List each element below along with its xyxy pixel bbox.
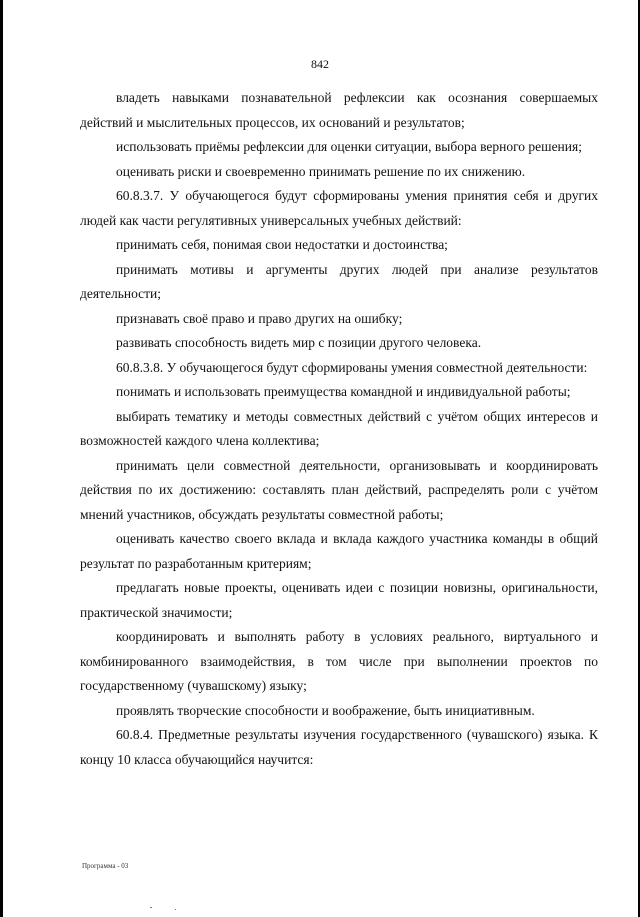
page-number: 842 [311,57,329,71]
paragraph: оценивать риски и своевременно принимать решение по их снижению. [116,163,526,179]
paragraph: 60.8.3.7. У обучающегося будут сформированы умения принятия себя и других людей как части регулятивных универсальных учебных действий: [80,188,598,228]
paragraph: 60.8.3.8. У обучающегося будут сформированы умения совместной деятельности: [116,359,588,375]
paragraph: развивать способность видеть мир с позиции другого человека. [116,335,482,350]
document-body [80,86,598,772]
paragraph: 60.8.4. Предметные результаты изучения государственного (чувашского) языка. К концу 10 класса обучающийся научится: [80,727,598,767]
paragraph: принимать цели совместной деятельности, организовывать и координировать действия по их достижению: составлять план действий, распределять роли с учётом мнений участников, обсуждать результаты совместной работы; [80,457,598,522]
paragraph: проявлять творческие способности и воображение, быть инициативным. [116,702,535,718]
paragraph: координировать и выполнять работу в условиях реального, виртуального и комбинированного взаимодействия, в том числе при выполнении проектов по государственному (чувашскому) языку; [80,629,598,693]
scan-edge-left [0,0,3,917]
paragraph: владеть навыками познавательной рефлексии как осознания совершаемых действий и мыслительных процессов, их оснований и результатов; [80,90,598,130]
footer-label: Программа - 03 [82,862,129,870]
paragraph: предлагать новые проекты, оценивать идеи с позиции новизны, оригинальности, практической значимости; [80,580,598,620]
scan-speck [150,907,152,908]
paragraph: оценивать качество своего вклада и вклада каждого участника команды в общий результат по разработанным критериям; [80,531,598,571]
paragraph: принимать себя, понимая свои недостатки и достоинства; [116,237,448,252]
paragraph: признавать своё право и право других на ошибку; [116,310,403,326]
paragraph: принимать мотивы и аргументы других людей при анализе результатов деятельности; [80,261,598,301]
paragraph: понимать и использовать преимущества командной и индивидуальной работы; [116,384,571,399]
paragraph: выбирать тематику и методы совместных действий с учётом общих интересов и возможностей каждого члена коллектива; [80,408,598,448]
paragraph: использовать приёмы рефлексии для оценки ситуации, выбора верного решения; [116,139,582,154]
scan-speck [175,909,176,910]
